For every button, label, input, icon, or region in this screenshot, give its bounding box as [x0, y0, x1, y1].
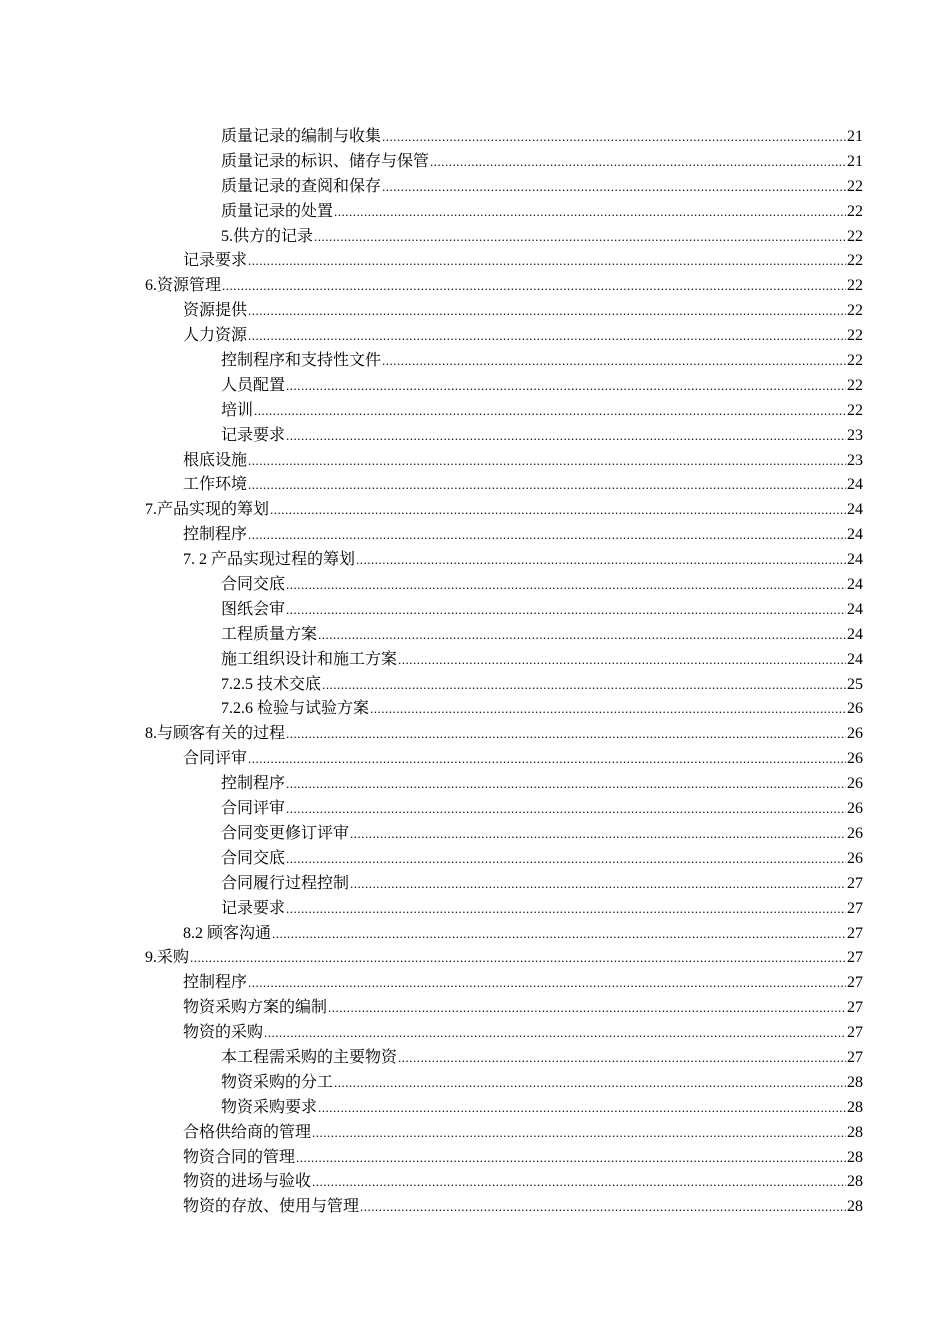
toc-entry[interactable]	[145, 125, 863, 150]
toc-entry[interactable]	[145, 225, 863, 250]
toc-dot-leader	[312, 1121, 846, 1146]
toc-entry-title: 质量记录的标识、储存与保管	[221, 152, 430, 170]
toc-entry[interactable]	[145, 872, 863, 897]
toc-entry-title: 6.资源管理	[145, 277, 222, 295]
toc-dot-leader	[382, 175, 846, 200]
toc-entry-page-number: 28	[847, 1173, 863, 1191]
toc-entry-page-number: 28	[847, 1073, 863, 1091]
toc-entry[interactable]	[145, 1170, 863, 1195]
toc-entry-title: 物资的进场与验收	[183, 1173, 312, 1191]
toc-entry-title: 合同交底	[221, 576, 286, 594]
toc-dot-leader	[286, 897, 846, 922]
toc-entry-title: 7.产品实现的筹划	[145, 501, 270, 519]
toc-entry-title: 物资的采购	[183, 1024, 264, 1042]
toc-entry-page-number: 26	[847, 700, 863, 718]
toc-entry[interactable]	[145, 1021, 863, 1046]
toc-entry-page-number: 21	[847, 152, 863, 170]
toc-dot-leader	[248, 747, 846, 772]
toc-entry-title: 图纸会审	[221, 600, 286, 618]
toc-dot-leader	[254, 399, 846, 424]
toc-entry[interactable]	[145, 697, 863, 722]
toc-entry-page-number: 28	[847, 1148, 863, 1166]
toc-entry-title: 5.供方的记录	[221, 227, 314, 245]
toc-dot-leader	[350, 822, 846, 847]
toc-entry-page-number: 22	[847, 401, 863, 419]
toc-entry-title: 物资采购的分工	[221, 1073, 334, 1091]
toc-entry-title: 记录要求	[221, 426, 286, 444]
toc-entry-page-number: 28	[847, 1098, 863, 1116]
toc-entry[interactable]	[145, 673, 863, 698]
toc-dot-leader	[334, 200, 846, 225]
toc-dot-leader	[312, 1170, 846, 1195]
toc-dot-leader	[270, 498, 846, 523]
toc-dot-leader	[382, 349, 846, 374]
toc-entry-page-number: 26	[847, 824, 863, 842]
toc-entry-title: 施工组织设计和施工方案	[221, 650, 398, 668]
toc-entry-title: 合同评审	[221, 800, 286, 818]
toc-dot-leader	[286, 573, 846, 598]
toc-dot-leader	[360, 1195, 846, 1220]
toc-entry[interactable]	[145, 523, 863, 548]
toc-entry-page-number: 24	[847, 650, 863, 668]
toc-dot-leader	[370, 697, 846, 722]
toc-entry-title: 9.采购	[145, 949, 190, 967]
toc-dot-leader	[222, 274, 846, 299]
toc-entry-title: 8.与顾客有关的过程	[145, 725, 286, 743]
toc-entry-title: 合同交底	[221, 849, 286, 867]
toc-entry-title: 7.2.5 技术交底	[221, 675, 322, 693]
toc-entry-page-number: 22	[847, 376, 863, 394]
toc-entry-title: 合同变更修订评审	[221, 824, 350, 842]
toc-entry-page-number: 27	[847, 949, 863, 967]
toc-entry-page-number: 24	[847, 526, 863, 544]
toc-entry-page-number: 27	[847, 974, 863, 992]
toc-dot-leader	[286, 598, 846, 623]
toc-dot-leader	[190, 946, 846, 971]
toc-dot-leader	[286, 424, 846, 449]
toc-entry[interactable]	[145, 971, 863, 996]
toc-entry-title: 工作环境	[183, 476, 248, 494]
toc-entry[interactable]	[145, 1146, 863, 1171]
toc-entry-page-number: 24	[847, 600, 863, 618]
toc-entry[interactable]	[145, 498, 863, 523]
toc-dot-leader	[314, 225, 846, 250]
toc-entry-title: 物资合同的管理	[183, 1148, 296, 1166]
toc-entry-title: 合同评审	[183, 750, 248, 768]
toc-entry[interactable]	[145, 1071, 863, 1096]
toc-dot-leader	[286, 374, 846, 399]
toc-entry[interactable]	[145, 374, 863, 399]
toc-entry[interactable]	[145, 648, 863, 673]
toc-entry-page-number: 27	[847, 924, 863, 942]
toc-entry[interactable]	[145, 946, 863, 971]
toc-entry-page-number: 24	[847, 576, 863, 594]
toc-entry-title: 控制程序	[221, 775, 286, 793]
table-of-contents	[145, 125, 863, 1220]
toc-dot-leader	[398, 1046, 846, 1071]
toc-entry-title: 记录要求	[221, 899, 286, 917]
toc-entry-page-number: 22	[847, 177, 863, 195]
toc-dot-leader	[264, 1021, 846, 1046]
toc-entry[interactable]	[145, 847, 863, 872]
toc-entry[interactable]	[145, 473, 863, 498]
toc-entry[interactable]	[145, 200, 863, 225]
toc-entry-page-number: 22	[847, 352, 863, 370]
toc-entry-page-number: 22	[847, 202, 863, 220]
toc-dot-leader	[430, 150, 846, 175]
toc-entry-title: 物资的存放、使用与管理	[183, 1198, 360, 1216]
toc-dot-leader	[286, 722, 846, 747]
toc-entry[interactable]	[145, 598, 863, 623]
toc-entry-page-number: 24	[847, 501, 863, 519]
toc-entry[interactable]	[145, 996, 863, 1021]
toc-entry-page-number: 26	[847, 775, 863, 793]
toc-entry[interactable]	[145, 249, 863, 274]
toc-entry-title: 7. 2 产品实现过程的筹划	[183, 551, 356, 569]
toc-entry-title: 质量记录的查阅和保存	[221, 177, 382, 195]
toc-entry[interactable]	[145, 797, 863, 822]
toc-entry[interactable]	[145, 349, 863, 374]
toc-dot-leader	[356, 548, 846, 573]
toc-entry[interactable]	[145, 449, 863, 474]
toc-entry-page-number: 27	[847, 1048, 863, 1066]
toc-entry-page-number: 22	[847, 302, 863, 320]
toc-entry[interactable]	[145, 324, 863, 349]
toc-dot-leader	[398, 648, 846, 673]
toc-dot-leader	[322, 673, 846, 698]
toc-entry[interactable]	[145, 1046, 863, 1071]
toc-entry-page-number: 24	[847, 551, 863, 569]
toc-dot-leader	[248, 971, 846, 996]
toc-entry-page-number: 28	[847, 1123, 863, 1141]
toc-entry-title: 质量记录的处置	[221, 202, 334, 220]
toc-entry-page-number: 22	[847, 227, 863, 245]
toc-entry[interactable]	[145, 573, 863, 598]
toc-entry[interactable]	[145, 822, 863, 847]
toc-entry-title: 控制程序	[183, 526, 248, 544]
toc-entry[interactable]	[145, 274, 863, 299]
toc-entry-page-number: 27	[847, 999, 863, 1017]
toc-entry-page-number: 26	[847, 800, 863, 818]
toc-entry-page-number: 22	[847, 277, 863, 295]
toc-entry-page-number: 23	[847, 426, 863, 444]
toc-entry[interactable]	[145, 722, 863, 747]
toc-dot-leader	[248, 324, 846, 349]
toc-dot-leader	[328, 996, 846, 1021]
toc-entry[interactable]	[145, 747, 863, 772]
toc-entry-title: 本工程需采购的主要物资	[221, 1048, 398, 1066]
toc-entry-title: 质量记录的编制与收集	[221, 128, 382, 145]
toc-entry-page-number: 24	[847, 476, 863, 494]
toc-dot-leader	[248, 249, 846, 274]
toc-entry-title: 控制程序	[183, 974, 248, 992]
toc-dot-leader	[286, 847, 846, 872]
toc-entry-title: 8.2 顾客沟通	[183, 924, 272, 942]
toc-entry-title: 记录要求	[183, 252, 248, 270]
toc-dot-leader	[272, 922, 846, 947]
toc-entry-title: 7.2.6 检验与试验方案	[221, 700, 370, 718]
toc-entry-page-number: 22	[847, 327, 863, 345]
toc-dot-leader	[350, 872, 846, 897]
toc-entry-page-number: 28	[847, 1198, 863, 1216]
toc-entry-title: 物资采购方案的编制	[183, 999, 328, 1017]
toc-entry[interactable]	[145, 299, 863, 324]
toc-entry-page-number: 27	[847, 1024, 863, 1042]
toc-entry-page-number: 26	[847, 849, 863, 867]
toc-entry-title: 人员配置	[221, 376, 286, 394]
toc-dot-leader	[296, 1146, 846, 1171]
toc-entry-title: 培训	[221, 401, 254, 419]
toc-entry[interactable]	[145, 772, 863, 797]
toc-dot-leader	[318, 1096, 846, 1121]
toc-entry[interactable]	[145, 1096, 863, 1121]
toc-entry-page-number: 27	[847, 899, 863, 917]
toc-entry-page-number: 24	[847, 625, 863, 643]
toc-entry-title: 人力资源	[183, 327, 248, 345]
toc-entry-title: 控制程序和支持性文件	[221, 352, 382, 370]
toc-entry-title: 根底设施	[183, 451, 248, 469]
toc-entry[interactable]	[145, 548, 863, 573]
toc-dot-leader	[248, 299, 846, 324]
toc-dot-leader	[248, 473, 846, 498]
toc-entry-title: 资源提供	[183, 302, 248, 320]
toc-entry-page-number: 27	[847, 874, 863, 892]
toc-entry[interactable]	[145, 175, 863, 200]
toc-dot-leader	[382, 125, 846, 150]
toc-dot-leader	[286, 772, 846, 797]
toc-entry-page-number: 25	[847, 675, 863, 693]
toc-entry-title: 合同履行过程控制	[221, 874, 350, 892]
toc-entry[interactable]	[145, 922, 863, 947]
toc-entry-title: 合格供给商的管理	[183, 1123, 312, 1141]
toc-entry[interactable]	[145, 1121, 863, 1146]
toc-dot-leader	[286, 797, 846, 822]
toc-entry-page-number: 22	[847, 252, 863, 270]
toc-entry-page-number: 21	[847, 128, 863, 145]
toc-entry[interactable]	[145, 424, 863, 449]
toc-entry-page-number: 26	[847, 750, 863, 768]
toc-dot-leader	[248, 449, 846, 474]
toc-entry[interactable]	[145, 1195, 863, 1220]
toc-dot-leader	[248, 523, 846, 548]
toc-entry-page-number: 26	[847, 725, 863, 743]
toc-entry-title: 物资采购要求	[221, 1098, 318, 1116]
toc-entry[interactable]	[145, 623, 863, 648]
toc-entry[interactable]	[145, 150, 863, 175]
toc-entry-page-number: 23	[847, 451, 863, 469]
toc-entry-title: 工程质量方案	[221, 625, 318, 643]
toc-dot-leader	[334, 1071, 846, 1096]
toc-entry[interactable]	[145, 399, 863, 424]
toc-entry[interactable]	[145, 897, 863, 922]
toc-dot-leader	[318, 623, 846, 648]
